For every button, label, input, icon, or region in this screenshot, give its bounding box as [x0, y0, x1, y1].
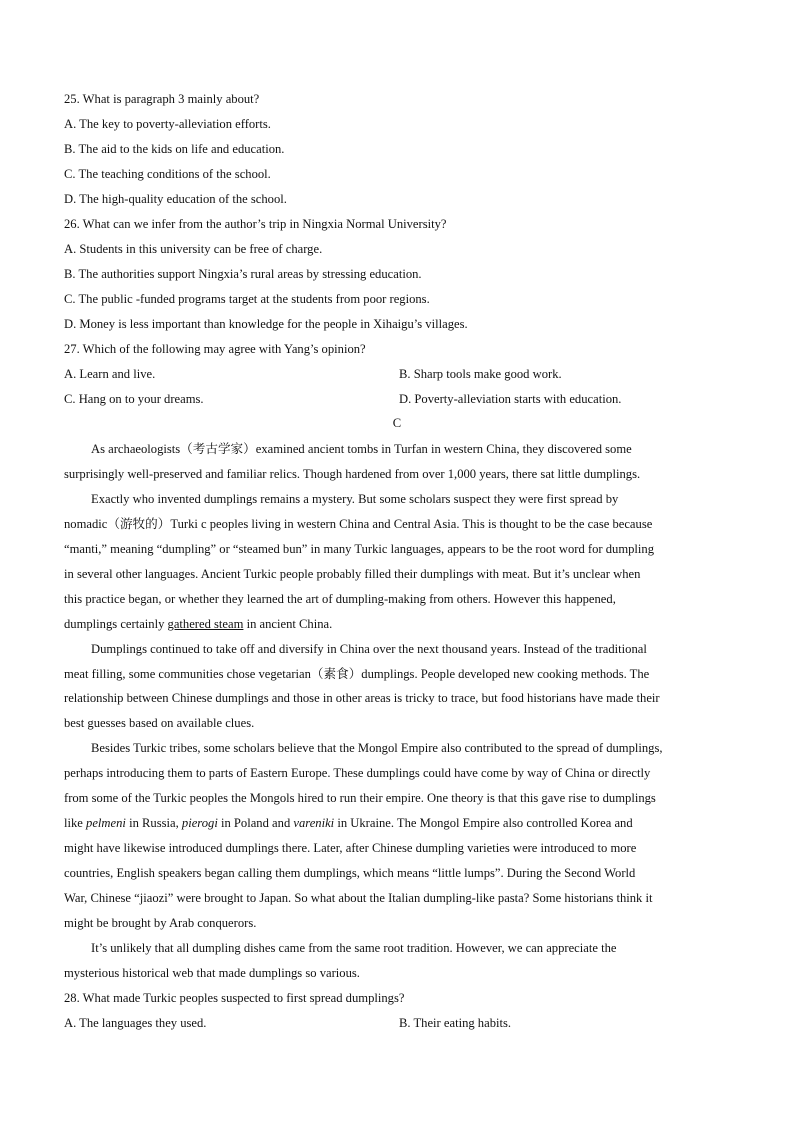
passage-p5-line-2: mysterious historical web that made dumplings so various.	[64, 966, 360, 980]
passage-p4-line-3: from some of the Turkic peoples the Mongols hired to run their empire. One theory is that this gave rise to dumplings	[64, 791, 656, 805]
passage-p2-last-pre: dumplings certainly	[64, 617, 168, 631]
foreign-word: pierogi	[181, 816, 218, 830]
passage-p3-line-4: best guesses based on available clues.	[64, 716, 255, 730]
passage-p1-line-1: As archaeologists（考古学家）examined ancient tombs in Turfan in western China, they discovered some	[91, 442, 632, 456]
q28-option-b: B. Their eating habits.	[399, 1016, 512, 1030]
q27-option-c: C. Hang on to your dreams.	[64, 392, 204, 406]
q25-option-a: A. The key to poverty-alleviation efforts.	[64, 117, 271, 131]
underlined-phrase: gathered steam	[167, 617, 244, 631]
passage-p3-line-1: Dumplings continued to take off and diversify in China over the next thousand years. Instead of the traditional	[91, 642, 647, 656]
passage-p3-line-3: relationship between Chinese dumplings and those in other areas is tricky to trace, but food historians have made their	[64, 691, 660, 705]
q26-option-a: A. Students in this university can be free of charge.	[64, 242, 323, 256]
passage-p4-line-7: War, Chinese “jiaozi” were brought to Japan. So what about the Italian dumpling-like pasta? Some historians think it	[64, 891, 653, 905]
q27-stem: 27. Which of the following may agree with Yang’s opinion?	[64, 342, 366, 356]
q27-row-2	[64, 387, 734, 412]
passage-p4-line-4: like pelmeni in Russia, pierogi in Poland and vareniki in Ukraine. The Mongol Empire also controlled Korea and	[64, 816, 633, 830]
passage-p4-line-1: Besides Turkic tribes, some scholars believe that the Mongol Empire also contributed to the spread of dumplings,	[91, 741, 663, 755]
q28-row-1	[64, 1011, 734, 1036]
q25-option-b: B. The aid to the kids on life and education.	[64, 142, 285, 156]
passage-p2-line-1: Exactly who invented dumplings remains a mystery. But some scholars suspect they were first spread by	[91, 492, 619, 506]
foreign-word: pelmeni	[86, 816, 126, 830]
passage-p4-line-8: might be brought by Arab conquerors.	[64, 916, 257, 930]
q26-stem: 26. What can we infer from the author’s trip in Ningxia Normal University?	[64, 217, 447, 231]
q26-option-d: D. Money is less important than knowledge for the people in Xihaigu’s villages.	[64, 317, 468, 331]
q28-option-a: A. The languages they used.	[64, 1016, 207, 1030]
q27-option-a: A. Learn and live.	[64, 367, 156, 381]
q25-option-c: C. The teaching conditions of the school.	[64, 167, 271, 181]
passage-p2-line-5: this practice began, or whether they learned the art of dumpling-making from others. However this happened,	[64, 592, 616, 606]
q25-option-d: D. The high-quality education of the school.	[64, 192, 287, 206]
passage-p4-line-6: countries, English speakers began calling them dumplings, which means “little lumps”. During the Second World	[64, 866, 636, 880]
section-letter: C	[392, 416, 402, 430]
passage-p2-line-4: in several other languages. Ancient Turkic people probably filled their dumplings with meat. But it’s unclear when	[64, 567, 641, 581]
q26-option-b: B. The authorities support Ningxia’s rural areas by stressing education.	[64, 267, 422, 281]
passage-p1-line-2: surprisingly well-preserved and familiar relics. Though hardened from over 1,000 years, there sat little dumplings.	[64, 467, 641, 481]
foreign-word: vareniki	[293, 816, 335, 830]
q25-stem: 25. What is paragraph 3 mainly about?	[64, 92, 260, 106]
q27-row-1	[64, 362, 734, 387]
passage-p2-last-post: in ancient China.	[243, 617, 333, 631]
passage-p3-line-2: meat filling, some communities chose vegetarian（素食）dumplings. People developed new cooking methods. The	[64, 667, 650, 681]
passage-p4-line-5: might have likewise introduced dumplings there. Later, after Chinese dumpling varieties were introduced to more	[64, 841, 637, 855]
passage-p4-line-2: perhaps introducing them to parts of Eastern Europe. These dumplings could have come by way of China or directly	[64, 766, 651, 780]
passage-p5-line-1: It’s unlikely that all dumpling dishes came from the same root tradition. However, we can appreciate the	[91, 941, 617, 955]
passage-p2-line-2: nomadic（游牧的）Turki c peoples living in western China and Central Asia. This is thought to be the case because	[64, 517, 653, 531]
q28-stem: 28. What made Turkic peoples suspected to first spread dumplings?	[64, 991, 405, 1005]
q27-option-d: D. Poverty-alleviation starts with education.	[399, 392, 622, 406]
passage-p2-line-3: “manti,” meaning “dumpling” or “steamed bun” in many Turkic languages, appears to be the root word for dumpling	[64, 542, 655, 556]
q26-option-c: C. The public -funded programs target at the students from poor regions.	[64, 292, 430, 306]
passage-p2-line-6	[64, 612, 734, 637]
q27-option-b: B. Sharp tools make good work.	[399, 367, 562, 381]
